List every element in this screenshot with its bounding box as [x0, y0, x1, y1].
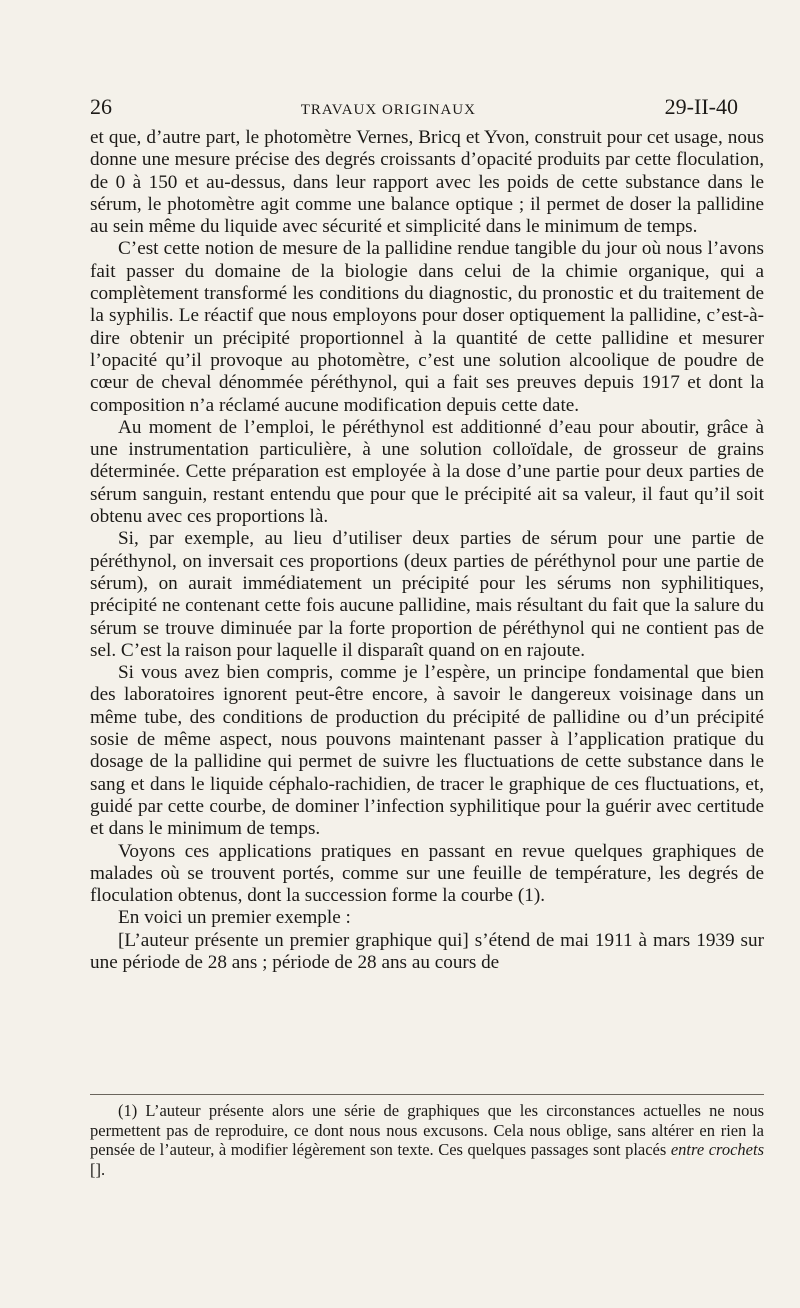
- paragraph: Si vous avez bien compris, comme je l’espère, un principe fondamental que bien des laboratoires ignorent peut-être encore, à savoir le dangereux voisinage dans un même tube, des conditions de production du précipité de pallidine ou d’un précipité sosie de même aspect, nous pouvons maintenant passer à l’application pratique du dosage de la pallidine qui permet de suivre les fluctuations de cette substance dans le sang et dans le liquide céphalo-rachidien, de tracer le graphique de ces fluctuations, et, guidé par cette courbe, de dominer l’infection syphilitique pour la guérir avec certitude et dans le minimum de temps.: [90, 662, 764, 840]
- footnote: [90, 1101, 764, 1179]
- footnote-paragraph: [90, 1101, 764, 1179]
- paragraph: et que, d’autre part, le photomètre Vernes, Bricq et Yvon, construit pour cet usage, nous donne une mesure précise des degrés croissants d’opacité produits par cette floculation, de 0 à 150 et au-dessus, dans leur rapport avec les poids de cette substance dans le sérum, le photomètre agit comme une balance optique ; il permet de doser la pallidine au sein même du liquide avec sécurité et simplicité dans le minimum de temps.: [90, 127, 764, 238]
- paragraph: Voyons ces applications pratiques en passant en revue quelques graphiques de malades où se trouvent portés, comme sur une feuille de température, les degrés de floculation obtenus, dont la succession forme la courbe (1).: [90, 840, 764, 907]
- paragraph: Au moment de l’emploi, le péréthynol est additionné d’eau pour aboutir, grâce à une instrumentation particulière, à une solution colloïdale, de grosseur de grains déterminée. Cette préparation est employée à la dose d’une partie pour deux parties de sérum sanguin, restant entendu que pour que le précipité ait sa valeur, il faut qu’il soit obtenu avec ces proportions là.: [90, 416, 764, 528]
- footnote-divider: [90, 1094, 764, 1095]
- footnote-italic: entre crochets: [670, 1140, 764, 1160]
- running-title: TRAVAUX ORIGINAUX: [300, 102, 476, 118]
- paragraph: C’est cette notion de mesure de la pallidine rendue tangible du jour où nous l’avons fait passer du domaine de la biologie dans celui de la chimie organique, qui a complètement transformé les conditions du diagnostic, du pronostic et du traitement de la syphilis. Le réactif que nous employons pour doser optiquement la pallidine, c’est-à-dire obtenir un précipité proportionnel à la quantité de cette pallidine et mesurer l’opacité qu’il provoque au photomètre, c’est une solution alcoolique de poudre de cœur de cheval dénommée péréthynol, qui a fait ses preuves depuis 1917 et dont la composition n’a réclamé aucune modification depuis cette date.: [90, 238, 764, 416]
- page-number: 26: [90, 94, 112, 119]
- paragraph: [L’auteur présente un premier graphique qui] s’étend de mai 1911 à mars 1939 sur une période de 28 ans ; période de 28 ans au cours de: [90, 929, 764, 973]
- issue-date: 29-II-40: [664, 94, 738, 119]
- footnote-tail: [].: [90, 1159, 106, 1179]
- paragraph: Si, par exemple, au lieu d’utiliser deux parties de sérum pour une partie de péréthynol, on inversait ces proportions (deux parties de péréthynol pour une partie de sérum), on aurait immédiatement un précipité pour les sérums non syphilitiques, précipité ne contenant cette fois aucune pallidine, mais résultant du fait que la salure du sérum se trouve diminuée par la forte proportion de péréthynol qui ne contient pas de sel. C’est la raison pour laquelle il disparaît quand on en rajoute.: [90, 528, 764, 661]
- footnote-text: (1) L’auteur présente alors une série de graphiques que les circonstances actuelles ne nous permettent pas de reproduire, ce dont nous nous excusons. Cela nous oblige, sans altérer en rien la pensée de l’auteur, à modifier légèrement son texte. Ces quelques passages sont placés: [90, 1101, 764, 1160]
- paragraph: En voici un premier exemple :: [118, 907, 351, 929]
- running-header: [90, 94, 738, 120]
- body-text: [90, 127, 764, 974]
